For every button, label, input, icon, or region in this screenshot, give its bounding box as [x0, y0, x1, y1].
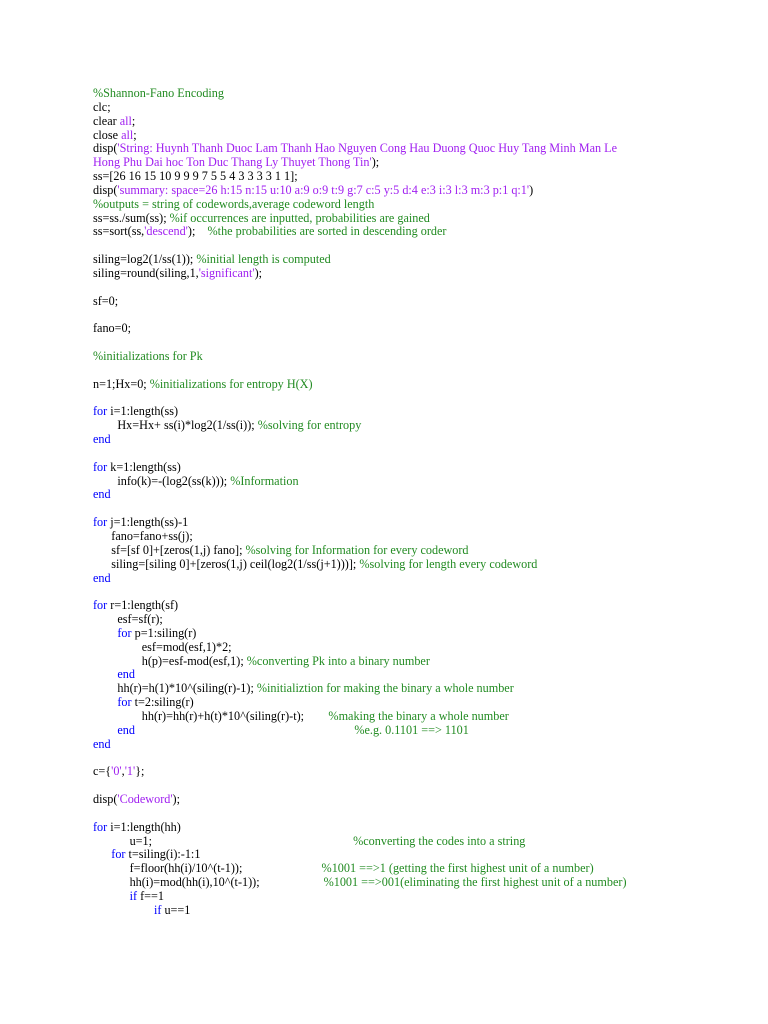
- code-text: sf=[sf 0]+[zeros(1,j) fano];: [93, 542, 246, 557]
- code-text: u==1: [164, 902, 191, 917]
- code-text: i=1:length(hh): [110, 819, 181, 834]
- code-text: sf=0;: [93, 293, 119, 308]
- code-line: [93, 530, 768, 544]
- code-string: 'summary: space=26 h:15 n:15 u:10 a:9 o:9 t:9 g:7 c:5 y:5 d:4 e:3 i:3 l:3 m:3 p:1 q:1': [117, 182, 530, 197]
- code-line: [93, 668, 768, 682]
- code-keyword: for: [93, 404, 111, 419]
- code-keyword: end: [93, 487, 111, 502]
- code-text: t=2:siling(r): [134, 695, 194, 710]
- code-text: t=siling(i):-1:1: [128, 847, 201, 862]
- code-text: esf=mod(esf,1)*2;: [93, 639, 232, 654]
- code-text: disp(: [93, 182, 118, 197]
- code-text: );: [371, 155, 380, 170]
- code-line: [93, 488, 768, 502]
- code-keyword: if: [93, 902, 165, 917]
- code-text: siling=round(siling,1,: [93, 265, 199, 280]
- code-comment: %Shannon-Fano Encoding: [93, 86, 224, 100]
- blank-line: [93, 392, 768, 406]
- code-line: [93, 253, 768, 267]
- code-line: [93, 710, 768, 724]
- code-line: [93, 212, 768, 226]
- code-text: ss=[26 16 15 10 9 9 9 7 5 5 4 3 3 3 3 1 1];: [93, 169, 298, 184]
- code-text: n=1;Hx=0;: [93, 376, 150, 391]
- blank-line: [93, 502, 768, 516]
- blank-line: [93, 585, 768, 599]
- code-keyword: if: [93, 888, 141, 903]
- code-line: [93, 475, 768, 489]
- code-text: );: [172, 792, 180, 807]
- code-text: ,: [121, 764, 125, 779]
- code-line: [93, 87, 768, 101]
- code-text: );: [254, 265, 263, 280]
- code-text: f=floor(hh(i)/10^(t-1));: [93, 861, 322, 876]
- code-keyword: for: [93, 598, 111, 613]
- code-line: [93, 419, 768, 433]
- code-comment: %converting the codes into a string: [353, 833, 526, 848]
- code-line: [93, 170, 768, 184]
- blank-line: [93, 752, 768, 766]
- code-keyword: for: [93, 819, 111, 834]
- code-comment: %making the binary a whole number: [328, 708, 509, 723]
- code-text: disp(: [93, 792, 118, 807]
- code-line: [93, 405, 768, 419]
- blank-line: [93, 364, 768, 378]
- blank-line: [93, 807, 768, 821]
- code-line: [93, 682, 768, 696]
- code-text: siling=[siling 0]+[zeros(1,j) ceil(log2(1/ss(j+1)))];: [93, 556, 360, 571]
- code-line: [93, 295, 768, 309]
- code-text: ;: [131, 113, 136, 128]
- code-text: disp(: [93, 141, 118, 156]
- code-text: ): [529, 182, 534, 197]
- code-line: [93, 599, 768, 613]
- code-line: [93, 267, 768, 281]
- code-comment: %the probabilities are sorted in descending order: [207, 224, 447, 239]
- code-line: [93, 350, 768, 364]
- blank-line: [93, 281, 768, 295]
- code-line: [93, 876, 768, 890]
- code-comment: %initializations for entropy H(X): [149, 376, 313, 391]
- code-comment: %solving for length every codeword: [359, 556, 538, 571]
- code-text: hh(r)=h(1)*10^(siling(r)-1);: [93, 681, 257, 696]
- code-line: [93, 738, 768, 752]
- code-keyword: end: [93, 570, 111, 585]
- code-line: [93, 696, 768, 710]
- code-text: [135, 723, 354, 737]
- code-keyword: end: [93, 736, 111, 751]
- code-string: all: [119, 113, 132, 128]
- code-text: clear: [93, 113, 120, 128]
- code-string: '0': [111, 764, 122, 779]
- code-text: );: [187, 224, 208, 239]
- code-line: [93, 198, 768, 212]
- code-comment: %e.g. 0.1101 ==> 1101: [354, 722, 469, 737]
- blank-line: [93, 239, 768, 253]
- code-line: [93, 890, 768, 904]
- code-line: [93, 378, 768, 392]
- code-keyword: end: [93, 667, 135, 682]
- code-line: [93, 613, 768, 627]
- code-comment: %Information: [230, 473, 299, 488]
- code-line: [93, 142, 768, 156]
- blank-line: [93, 447, 768, 461]
- code-string: 'descend': [144, 224, 188, 239]
- code-text: hh(i)=mod(hh(i),10^(t-1));: [93, 875, 324, 890]
- code-comment: %1001 ==>001(eliminating the first highest unit of a number): [323, 875, 627, 890]
- code-keyword: end: [93, 432, 111, 447]
- code-line: [93, 572, 768, 586]
- code-line: [93, 129, 768, 143]
- code-line: [93, 793, 768, 807]
- code-string: 'Codeword': [117, 792, 173, 807]
- code-text: ;: [133, 127, 137, 142]
- code-comment: %initializations for Pk: [93, 349, 203, 364]
- code-line: [93, 101, 768, 115]
- blank-line: [93, 779, 768, 793]
- code-line: [93, 848, 768, 862]
- code-string: 'significant': [198, 265, 255, 280]
- code-line: [93, 821, 768, 835]
- code-text: c={: [93, 764, 112, 779]
- code-comment: %solving for Information for every codeword: [245, 542, 469, 557]
- code-line: [93, 516, 768, 530]
- code-line: [93, 156, 768, 170]
- code-text: hh(r)=hh(r)+h(t)*10^(siling(r)-t);: [93, 708, 329, 723]
- code-keyword: for: [93, 515, 111, 530]
- code-line: [93, 641, 768, 655]
- code-text: i=1:length(ss): [110, 404, 179, 419]
- code-line: [93, 835, 768, 849]
- code-text: u=1;: [93, 833, 354, 848]
- code-comment: %initial length is computed: [196, 252, 331, 267]
- code-keyword: end: [93, 722, 135, 737]
- code-keyword: for: [93, 847, 129, 862]
- code-line: [93, 115, 768, 129]
- blank-line: [93, 309, 768, 323]
- code-line: [93, 322, 768, 336]
- code-line: [93, 184, 768, 198]
- code-line: [93, 724, 768, 738]
- code-comment: %outputs = string of codewords,average codeword length: [93, 196, 375, 211]
- code-text: p=1:siling(r): [134, 625, 197, 640]
- code-line: [93, 461, 768, 475]
- code-text: };: [135, 764, 145, 779]
- code-text: siling=log2(1/ss(1));: [93, 252, 197, 267]
- code-text: Hx=Hx+ ss(i)*log2(1/ss(i));: [93, 418, 258, 433]
- code-keyword: for: [93, 695, 135, 710]
- code-string: Hong Phu Dai hoc Ton Duc Thang Ly Thuyet Thong Tin': [93, 155, 372, 170]
- code-text: clc;: [93, 99, 111, 114]
- code-text: info(k)=-(log2(ss(k)));: [93, 473, 231, 488]
- code-line: [93, 655, 768, 669]
- code-text: r=1:length(sf): [110, 598, 179, 613]
- code-comment: %1001 ==>1 (getting the first highest unit of a number): [321, 861, 594, 876]
- code-comment: %solving for entropy: [257, 418, 362, 433]
- code-line: [93, 433, 768, 447]
- code-comment: %converting Pk into a binary number: [246, 653, 430, 668]
- code-line: [93, 544, 768, 558]
- code-comment: %initializtion for making the binary a whole number: [256, 681, 514, 696]
- code-text: fano=0;: [93, 321, 132, 336]
- code-line: [93, 904, 768, 918]
- code-text: ss=ss./sum(ss);: [93, 210, 170, 225]
- code-text: esf=sf(r);: [93, 612, 163, 627]
- code-comment: %if occurrences are inputted, probabilities are gained: [169, 210, 430, 225]
- code-line: [93, 765, 768, 779]
- code-text: h(p)=esf-mod(esf,1);: [93, 653, 247, 668]
- code-text: j=1:length(ss)-1: [110, 515, 189, 530]
- code-line: [93, 627, 768, 641]
- code-text: close: [93, 127, 122, 142]
- code-line: [93, 225, 768, 239]
- code-string: '1': [124, 764, 136, 779]
- code-string: 'String: Huynh Thanh Duoc Lam Thanh Hao Nguyen Cong Hau Duong Quoc Huy Tang Minh Man Le: [117, 141, 617, 156]
- code-keyword: for: [93, 625, 135, 640]
- blank-line: [93, 336, 768, 350]
- code-line: [93, 862, 768, 876]
- code-text: ss=sort(ss,: [93, 224, 145, 239]
- code-keyword: for: [93, 459, 111, 474]
- code-text: f==1: [140, 888, 164, 903]
- code-line: [93, 558, 768, 572]
- code-text: fano=fano+ss(j);: [93, 529, 193, 543]
- code-text: k=1:length(ss): [110, 459, 181, 474]
- code-string: all: [121, 127, 134, 142]
